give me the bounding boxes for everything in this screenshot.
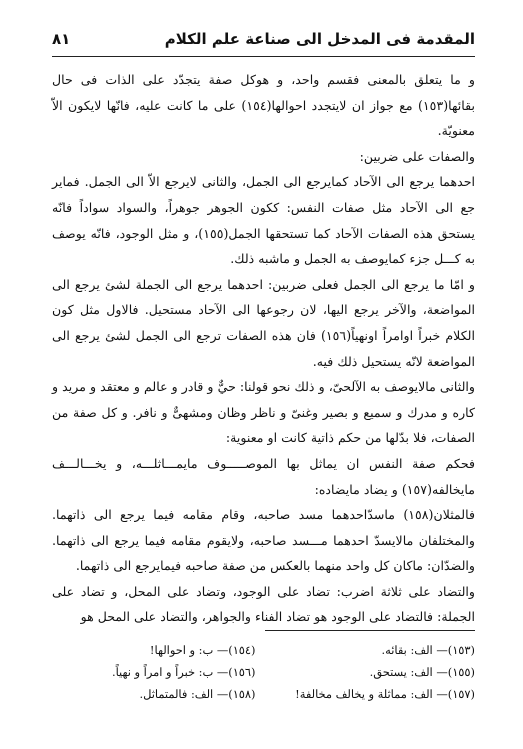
footnote-list [52, 641, 475, 703]
footnote: (١٥٣)— الف: بقائه. [381, 643, 475, 657]
footnotes [52, 630, 475, 703]
running-header [52, 30, 475, 57]
page-number: ٨١ [52, 30, 71, 48]
footnote: (١٥٦)— ب: خبراً و امراً و نهياً. [111, 665, 256, 679]
paragraph: فحكم صفة النفس ان يماثل بها الموصـــــوف مايمـــاثلـــه، و يخـــالـــف مايخالفه(١٥٧) و يضاد مايضاده: [52, 455, 475, 497]
footnote-divider [265, 630, 475, 631]
footnote: (١٥٤)— ب: و احوالها! [149, 643, 256, 657]
paragraph: والثانى مالايوصف به الآلحىّ، و ذلك نحو قولنا: حيٌّ و قادر و عالم و معتقد و مريد و كاره و مدرك و سميع و بصير وغنىّ و ناظر وظان ومشهىٌّ و نافر. و كل صفة من الصفات، فلا بدّلها من حكم ذاتية كانت او معنوية: [52, 379, 475, 446]
header-title: المقدمة فى المدخل الى صناعة علم الكلام [164, 30, 475, 48]
paragraph: و امّا ما يرجع الى الجمل فعلى ضربين: احدهما يرجع الى الجملة لشئ يرجع الى المواضعة، والآخر يرجع اليها، لان رجوعها الى الآحاد مستحيل. فالاول مثل كون الكلام خبراً اوامراً اونهياً(١٥٦) فان هذه الصفات ترجع الى الجمل لشئ يرجع الى المواضعة لانّه يستحيل ذلك فيه. [52, 276, 475, 369]
main-text [52, 67, 475, 630]
paragraph: و ما يتعلق بالمعنى فقسم واحد، و هوكل صفة يتجدّد على الذات فى حال بقائها(١٥٣) مع جواز ان لايتجدد احوالها(١٥٤) على ما كانت عليه، فانّها لايكون الاّ معنويّة. [52, 72, 475, 139]
footnote: (١٥٨)— الف: فالمتماثل. [139, 687, 256, 701]
paragraph: احدهما يرجع الى الآحاد كمايرجع الى الجمل، والثانى لايرجع الاّ الى الجمل. فماير جع الى الآحاد مثل صفات النفس: ككون الجوهر جوهراً، والسواد سواداً فانّه يستحق هذه الصفات الآحاد كما تستحقها الجمل(١٥٥)، و مثل الوجود، فانّه يوصف به كـــل جزء كمايوصف به الجمل و ماشبه ذلك. [52, 174, 475, 267]
paragraph: والصفات على ضربين: [359, 148, 475, 164]
footnote: (١٥٥)— الف: يستحق. [369, 665, 475, 679]
paragraph: والتضاد على ثلاثة اضرب: تضاد على الوجود، وتضاد على المحل، و تضاد على الجملة: فالتضاد على الوجود هو تضاد الفناء والجواهر، والتضاد على المحل هو [52, 583, 475, 625]
footnote: (١٥٧)— الف: مماثلة و يخالف مخالفة! [295, 687, 475, 701]
paragraph: فالمثلان(١٥٨) ماسدّاحدهما مسد صاحبه، وقام مقامه فيما يرجع الى ذاتهما. والمختلفان مالايسدّ احدهما مـــسد صاحبه، ولايقوم مقامه فيما يرجع الى ذاتهما. والضدّان: ماكان كل واحد منهما بالعكس من صفة صاحبه فيمايرجع الى ذاتهما. [52, 507, 475, 574]
